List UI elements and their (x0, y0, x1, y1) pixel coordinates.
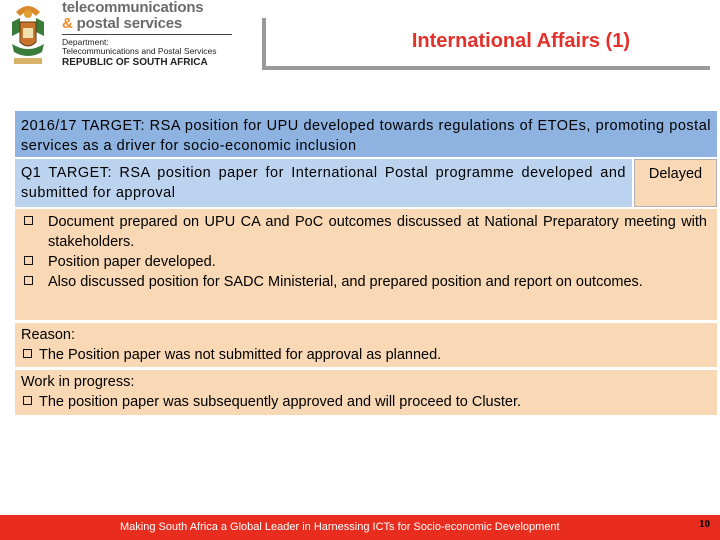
list-item (21, 272, 707, 292)
checkbox-bullet-icon (24, 256, 33, 265)
list-item (21, 345, 711, 365)
checkbox-bullet-icon (24, 276, 33, 285)
reason-heading (21, 325, 711, 345)
republic-label: REPUBLIC OF SOUTH AFRICA (62, 57, 208, 68)
progress-heading-text: Work in progress (21, 374, 131, 390)
status-badge (634, 159, 717, 207)
department-label: Department: (62, 37, 109, 47)
footer-bar (0, 515, 720, 540)
brand-ampersand: & (62, 15, 73, 32)
brand-line-2-text: postal services (76, 15, 183, 32)
list-item (21, 212, 707, 252)
list-item (21, 392, 711, 412)
reason-colon: : (70, 327, 76, 343)
title-frame (262, 18, 710, 70)
status-text: Delayed (648, 166, 703, 182)
annual-target-box (15, 111, 717, 157)
annual-target-text: 2016/17 TARGET: RSA position for UPU developed towards regulations of ETOEs, promoting postal services as a driver for socio-economic inclusion (21, 118, 711, 154)
brand-line-2 (62, 16, 203, 32)
footer-tagline: Making South Africa a Global Leader in Harnessing ICTs for Socio-economic Development (120, 521, 560, 533)
page-number: 10 (699, 518, 710, 530)
q1-target-text: Q1 TARGET: RSA position paper for International Postal programme developed and submitted for approval (21, 165, 626, 201)
coat-of-arms-icon (6, 2, 50, 68)
department-logo (4, 0, 234, 72)
brand-wordmark (62, 0, 203, 32)
checkbox-bullet-icon (23, 349, 32, 358)
logo-divider (62, 34, 232, 35)
checkbox-bullet-icon (24, 216, 33, 225)
list-item (21, 252, 707, 272)
slide-title: International Affairs (1) (411, 30, 630, 52)
progress-text: The position paper was subsequently approved and will proceed to Cluster. (39, 394, 522, 410)
checkbox-bullet-icon (23, 396, 32, 405)
details-item-text: Position paper developed. (48, 254, 216, 270)
progress-details-box (15, 209, 717, 320)
details-item-text: Also discussed position for SADC Ministerial, and prepared position and report on outcomes. (48, 274, 643, 290)
progress-colon: : (130, 374, 135, 390)
q1-target-box (15, 159, 632, 207)
details-list (21, 212, 707, 292)
reason-heading-text: Reason (21, 327, 71, 343)
reason-text: The Position paper was not submitted for approval as planned. (39, 347, 442, 363)
department-name: Telecommunications and Postal Services (62, 46, 217, 56)
brand-line-1: telecommunications (62, 0, 204, 16)
details-item-text: Document prepared on UPU CA and PoC outcomes discussed at National Preparatory meeting with stakeholders. (48, 214, 707, 250)
work-in-progress-box (15, 370, 717, 415)
reason-box (15, 323, 717, 367)
progress-heading (21, 372, 711, 392)
